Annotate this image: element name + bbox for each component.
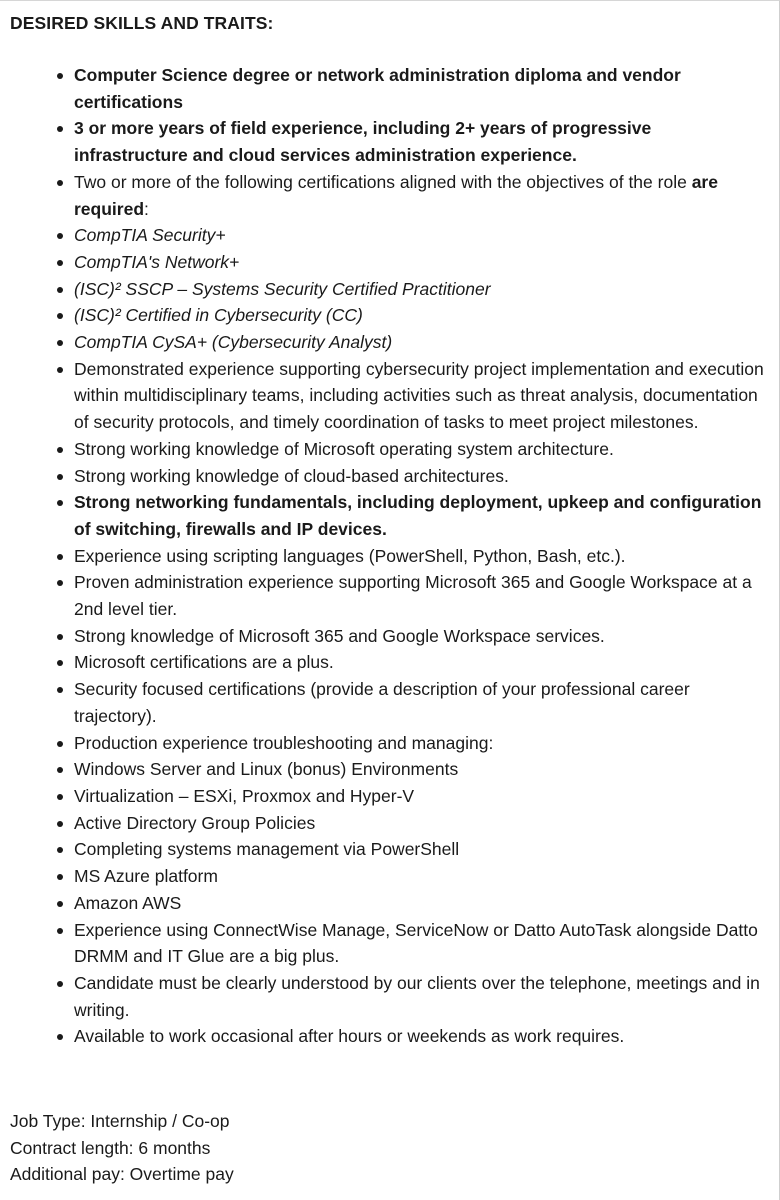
list-item (74, 115, 764, 168)
list-item-text: Experience using ConnectWise Manage, ServiceNow or Datto AutoTask alongside Datto DRMM and IT Glue are a big plus. (74, 919, 758, 967)
list-item (74, 836, 764, 863)
list-item (74, 756, 764, 783)
additional-pay: Additional pay: Overtime pay (10, 1164, 234, 1185)
section-heading: DESIRED SKILLS AND TRAITS: (10, 13, 274, 33)
list-item-text: Microsoft certifications are a plus. (74, 652, 334, 673)
list-item-text: Experience using scripting languages (PowerShell, Python, Bash, etc.). (74, 545, 626, 566)
list-item-text: Computer Science degree or network administration diploma and vendor certifications (74, 65, 681, 112)
list-item-emphasis: are required (74, 171, 718, 219)
skills-list (74, 62, 764, 1050)
list-item (74, 222, 764, 249)
list-item-text: Proven administration experience supporting Microsoft 365 and Google Workspace at a 2nd level tier. (74, 572, 752, 620)
list-item-suffix: : (144, 198, 149, 219)
list-item-text: Available to work occasional after hours or weekends as work requires. (74, 1026, 625, 1047)
job-type: Job Type: Internship / Co-op (10, 1111, 230, 1131)
list-item (74, 810, 764, 837)
list-item (74, 356, 764, 436)
list-item (74, 276, 764, 303)
list-item (74, 569, 764, 622)
list-item (74, 302, 764, 329)
list-item (74, 623, 764, 650)
list-item-text: Production experience troubleshooting and managing: (74, 732, 494, 753)
list-item (74, 970, 764, 1023)
list-item-text: (ISC)² SSCP – Systems Security Certified Practitioner (74, 278, 491, 299)
list-item (74, 649, 764, 676)
list-item-text: Virtualization – ESXi, Proxmox and Hyper-V (74, 785, 415, 806)
list-item (74, 169, 764, 222)
list-item-text: CompTIA CySA+ (Cybersecurity Analyst) (74, 332, 393, 353)
list-item-text: Strong working knowledge of cloud-based architectures. (74, 465, 509, 486)
list-item (74, 783, 764, 810)
list-item-text: Active Directory Group Policies (74, 812, 316, 833)
list-item (74, 1023, 764, 1050)
list-item-text: MS Azure platform (74, 866, 218, 887)
list-item-text: Two or more of the following certifications aligned with the objectives of the role (74, 171, 692, 192)
list-item-text: Strong knowledge of Microsoft 365 and Google Workspace services. (74, 625, 605, 646)
list-item-text: Security focused certifications (provide a description of your professional career trajectory). (74, 679, 690, 726)
list-item (74, 890, 764, 917)
list-item (74, 436, 764, 463)
list-item-text: Candidate must be clearly understood by our clients over the telephone, meetings and in writing. (74, 972, 760, 1020)
list-item-text: (ISC)² Certified in Cybersecurity (CC) (74, 305, 363, 326)
list-item-text: CompTIA's Network+ (74, 251, 240, 272)
list-item-text: 3 or more years of field experience, including 2+ years of progressive infrastructure and cloud services administration experience. (74, 118, 652, 166)
list-item (74, 62, 764, 115)
list-item (74, 489, 764, 542)
list-item-text: Windows Server and Linux (bonus) Environments (74, 759, 459, 780)
list-item (74, 329, 764, 356)
list-item (74, 543, 764, 570)
list-item-text: CompTIA Security+ (74, 225, 226, 246)
list-item-text: Completing systems management via PowerShell (74, 839, 460, 860)
list-item (74, 249, 764, 276)
list-item (74, 917, 764, 970)
list-item (74, 863, 764, 890)
list-item-text: Strong working knowledge of Microsoft operating system architecture. (74, 438, 614, 459)
job-details (10, 1108, 234, 1188)
list-item-text: Demonstrated experience supporting cybersecurity project implementation and execution within multidisciplinary teams, including activities such as threat analysis, documentation of security protocols, and timely coordination of tasks to meet project milestones. (74, 358, 764, 433)
list-item (74, 463, 764, 490)
contract-length: Contract length: 6 months (10, 1137, 211, 1158)
list-item (74, 676, 764, 729)
list-item-text: Strong networking fundamentals, including deployment, upkeep and configuration of switching, firewalls and IP devices. (74, 492, 762, 539)
list-item (74, 730, 764, 757)
list-item-text: Amazon AWS (74, 892, 182, 913)
